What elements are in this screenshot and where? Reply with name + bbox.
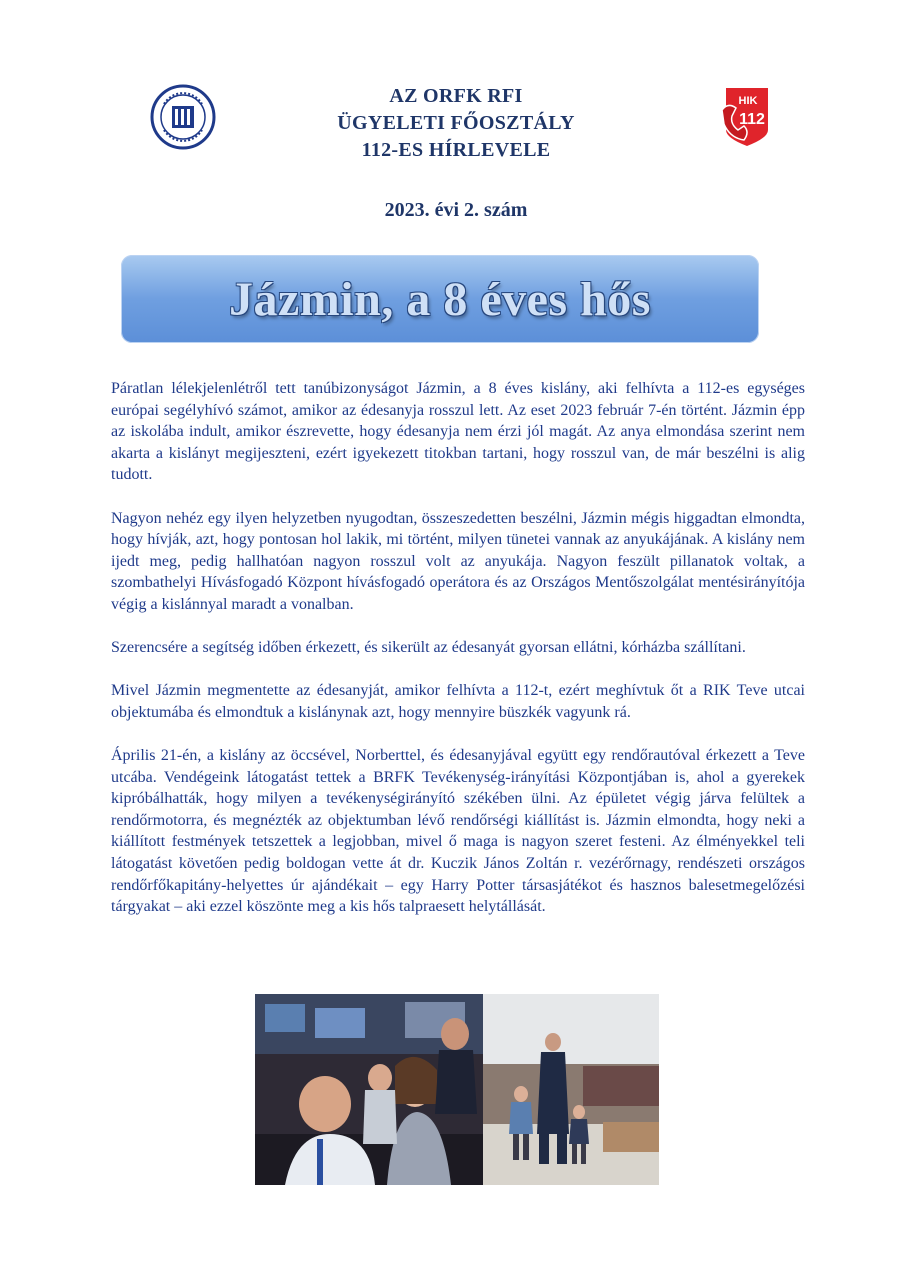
paragraph-3: Szerencsére a segítség időben érkezett, és sikerült az édesanyát gyorsan ellátni, kórházba szállítani. — [111, 639, 746, 657]
title-banner — [121, 255, 759, 343]
header-line-2: ÜGYELETI FŐOSZTÁLY — [337, 112, 575, 134]
paragraph-1: Páratlan lélekjelenlétről tett tanúbizonyságot Jázmin, a 8 éves kislány, aki felhívta a 112-es egységes európai segélyhívó számot, amikor az édesanyja rosszul lett. Az eset 2023 február 7-én történt. Jázmin épp az iskolába indult, amikor észrevette, hogy édesanyja nem érzi jól magát. Az anya elmondása szerint nem akarta a kislányt megijeszteni, ezért igyekezett titokban tartani, hogy rosszul van, de már beszélni is alig tudott. — [111, 380, 805, 484]
paragraph-5: Április 21-én, a kislány az öccsével, Norberttel, és édesanyjával együtt egy rendőrautóval érkezett a Teve utcába. Vendégeink látogatást tettek a BRFK Tevékenység-irányítási Központjában is, ahol a gyerekek kipróbálhatták, hogy milyen a tevékenységirányító székében ülni. Az épületet végig járva felültek a rendőrmotorra, és megnézték az objektumban lévő rendőrségi kiállítást is. Jázmin elmondta, hogy neki a kiállított festmények tetszettek a legjobban, mivel ő maga is nagyon szeret festeni. Az élményekkel teli látogatást követően pedig boldogan vette át dr. Kuczik János Zoltán r. vezérőrnagy, rendészeti országos rendőrfőkapitány-helyettes úr ajándékait – egy Harry Potter társasjátékot és hasznos balesetmegelőzési tárgyakat – aki ezzel köszönte meg a kis hős talpraesett helytállását. — [111, 747, 805, 916]
paragraph-4: Mivel Jázmin megmentette az édesanyját, amikor felhívta a 112-t, ezért meghívtuk őt a RIK Teve utcai objektumába és elmondtuk a kislánynak azt, hogy mennyire büszkék vagyunk rá. — [111, 682, 805, 721]
paragraph-2: Nagyon nehéz egy ilyen helyzetben nyugodtan, összeszedetten beszélni, Jázmin mégis higgadtan elmondta, hogy hívják, azt, hogy pontosan hol lakik, mi történt, milyen tünetei vannak az anyukájának. A kislány nem ijedt meg, pedig hallhatóan nagyon rosszul volt az anyukája. Nagyon feszült pillanatok voltak, a szombathelyi Hívásfogadó Központ hívásfogadó operátora és az Országos Mentőszolgálat mentésirányítója végig a kislánnyal maradt a vonalban. — [111, 509, 805, 613]
photo-strip — [255, 994, 659, 1185]
newsletter-header — [0, 83, 912, 164]
header-line-1: AZ ORFK RFI — [389, 85, 523, 107]
112-logo-number: 112 — [739, 111, 765, 128]
article-body — [111, 378, 805, 939]
issue-number: 2023. évi 2. szám — [384, 199, 528, 221]
hik-logo-text: HIK — [738, 95, 758, 107]
article-title: Jázmin, a 8 éves hős — [229, 272, 651, 326]
children-with-officer-photo — [483, 994, 659, 1185]
header-line-3: 112-ES HÍRLEVELE — [361, 139, 551, 161]
dispatcher-with-children-photo — [255, 994, 483, 1185]
